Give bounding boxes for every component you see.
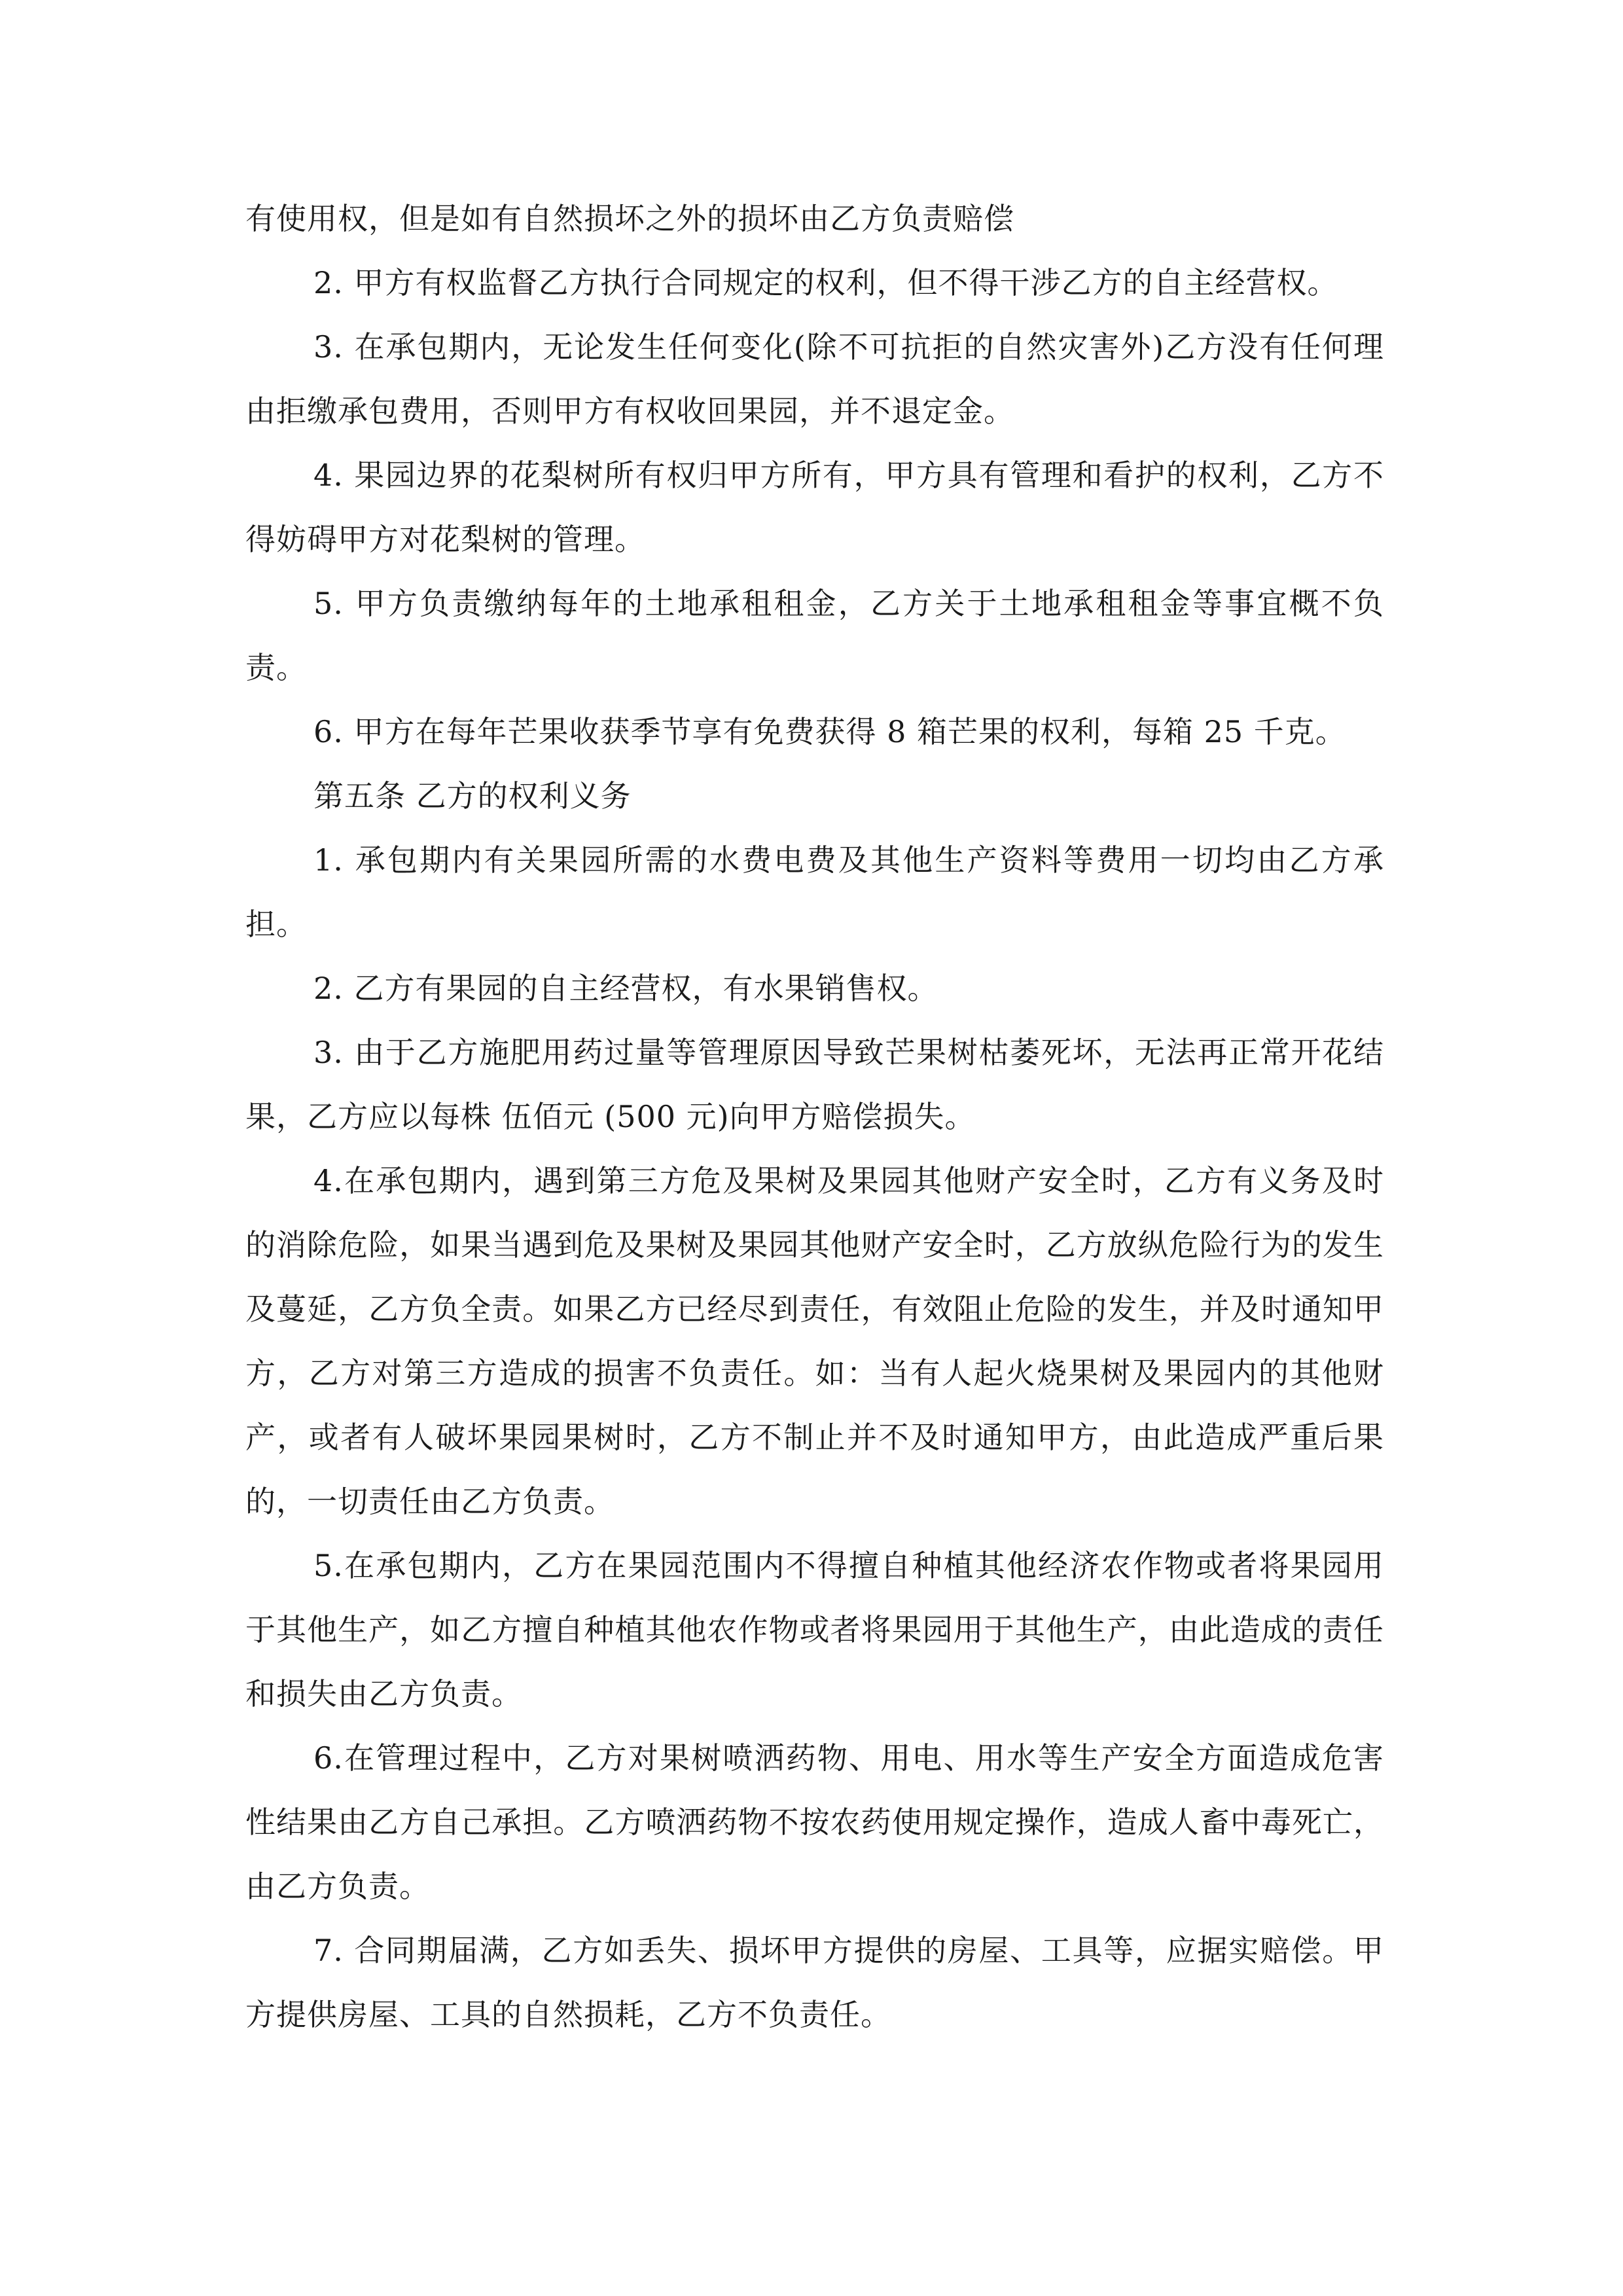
paragraph: 3. 由于乙方施肥用药过量等管理原因导致芒果树枯萎死坏，无法再正常开花结果，乙方应以每株 伍佰元 (500 元)向甲方赔偿损失。 (245, 1035, 1384, 1134)
paragraph: 3. 在承包期内，无论发生任何变化(除不可抗拒的自然灾害外)乙方没有任何理由拒缴承包费用，否则甲方有权收回果园，并不退定金。 (245, 329, 1384, 429)
paragraph: 5. 甲方负责缴纳每年的土地承租租金，乙方关于土地承租租金等事宜概不负责。 (245, 586, 1384, 685)
paragraph: 5.在承包期内，乙方在果园范围内不得擅自种植其他经济农作物或者将果园用于其他生产，如乙方擅自种植其他农作物或者将果园用于其他生产，由此造成的责任和损失由乙方负责。 (245, 1548, 1384, 1712)
paragraph: 2. 乙方有果园的自主经营权，有水果销售权。 (313, 971, 938, 1006)
paragraph: 1. 承包期内有关果园所需的水费电费及其他生产资料等费用一切均由乙方承担。 (245, 842, 1384, 942)
paragraph: 有使用权，但是如有自然损坏之外的损坏由乙方负责赔偿 (245, 201, 1014, 236)
section-heading: 第五条 乙方的权利义务 (313, 778, 632, 814)
paragraph: 4.在承包期内，遇到第三方危及果树及果园其他财产安全时，乙方有义务及时的消除危险，如果当遇到危及果树及果园其他财产安全时，乙方放纵危险行为的发生及蔓延，乙方负全责。如果乙方已经尽到责任，有效阻止危险的发生，并及时通知甲方，乙方对第三方造成的损害不负责任。如：当有人起火烧果树及果园内的其他财产，或者有人破坏果园果树时，乙方不制止并不及时通知甲方，由此造成严重后果的，一切责任由乙方负责。 (245, 1163, 1384, 1519)
paragraph: 4. 果园边界的花梨树所有权归甲方所有，甲方具有管理和看护的权利，乙方不得妨碍甲方对花梨树的管理。 (245, 457, 1384, 557)
document-body (245, 187, 1384, 2047)
paragraph: 7. 合同期届满，乙方如丢失、损坏甲方提供的房屋、工具等，应据实赔偿。甲方提供房屋、工具的自然损耗，乙方不负责任。 (245, 1933, 1384, 2032)
paragraph: 6. 甲方在每年芒果收获季节享有免费获得 8 箱芒果的权利，每箱 25 千克。 (313, 714, 1346, 749)
paragraph: 2. 甲方有权监督乙方执行合同规定的权利，但不得干涉乙方的自主经营权。 (313, 265, 1338, 300)
paragraph: 6.在管理过程中，乙方对果树喷洒药物、用电、用水等生产安全方面造成危害性结果由乙方自己承担。乙方喷洒药物不按农药使用规定操作，造成人畜中毒死亡，由乙方负责。 (245, 1740, 1384, 1904)
